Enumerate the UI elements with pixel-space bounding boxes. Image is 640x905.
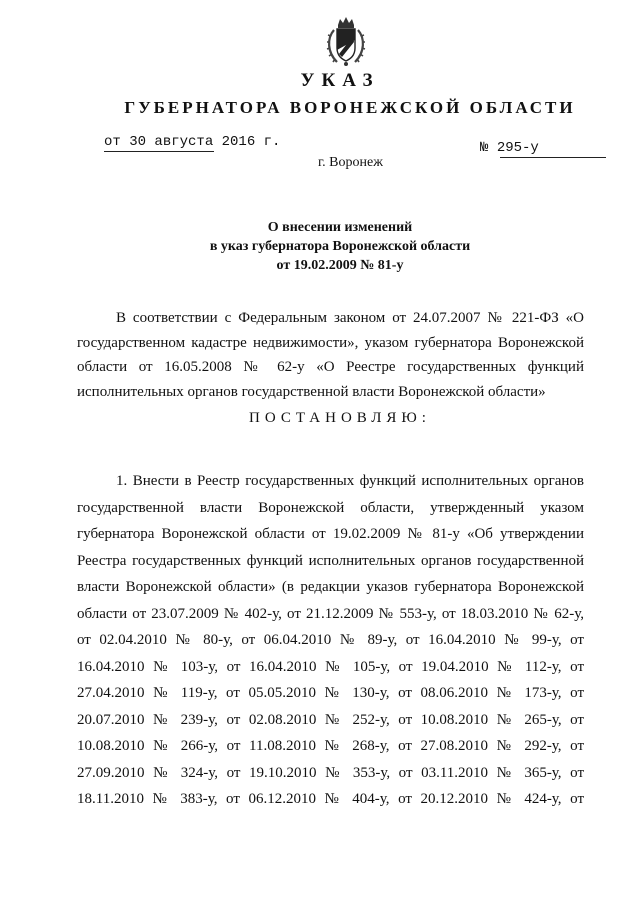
item-line: Реестра государственных функций исполнительных органов государственной [77,552,584,569]
date-prefix: от [104,134,121,150]
subject-line: от 19.02.2009 № 81-у [276,258,404,273]
preamble-line: В соответствии с Федеральным законом от 24.07.2007 № 221-ФЗ «О [116,310,584,326]
item-line: губернатора Воронежской области от 19.02.2009 № 81-у «Об утверждении [77,526,584,542]
coat-of-arms-icon [325,16,367,68]
city-name: г. Воронеж [318,155,383,170]
item-line: 27.04.2010 № 119-у, от 05.05.2010 № 130-у, от 08.06.2010 № 173-у, от [77,685,584,701]
item-line: от 02.04.2010 № 80-у, от 06.04.2010 № 89-у, от 16.04.2010 № 99-у, от [77,632,584,648]
decree-number [480,140,539,156]
item-line: 18.11.2010 № 383-у, от 06.12.2010 № 404-у, от 20.12.2010 № 424-у, от [77,791,584,807]
date-suffix: г. [263,134,281,150]
item-line: 20.07.2010 № 239-у, от 02.08.2010 № 252-у, от 10.08.2010 № 265-у, от [77,711,584,728]
date-handwritten: 30 августа 2016 [129,134,256,150]
preamble-line: государственном кадастре недвижимости», указом губернатора Воронежской [77,334,584,351]
subject-line: О внесении изменений [267,220,413,235]
preamble-paragraph [77,306,584,404]
number-underline [500,157,606,158]
decree-subject [0,218,640,275]
number-sign: № [480,140,489,156]
decree-date [104,134,280,150]
item-line: государственной власти Воронежской области, утвержденный указом [77,499,584,516]
item-line: 1. Внести в Реестр государственных функций исполнительных органов [116,473,584,489]
preamble-line: исполнительных органов государственной власти Воронежской области» [77,383,546,400]
number-value: 295-у [496,140,539,156]
subject-line: в указ губернатора Воронежской области [209,239,471,254]
preamble-line: области от 16.05.2008 № 62-у «О Реестре государственных функций [77,359,584,375]
item-1-paragraph [77,468,584,813]
item-line: области от 23.07.2009 № 402-у, от 21.12.2009 № 553-у, от 18.03.2010 № 62-у, [77,605,584,622]
issuer-title: ГУБЕРНАТОРА ВОРОНЕЖСКОЙ ОБЛАСТИ [124,98,576,117]
item-line: власти Воронежской области» (в редакции указов губернатора Воронежской [77,579,584,595]
item-line: 27.09.2010 № 324-у, от 19.10.2010 № 353-у, от 03.11.2010 № 365-у, от [77,764,584,781]
date-underline [104,151,214,152]
decree-word: ПОСТАНОВЛЯЮ: [249,410,431,426]
item-line: 16.04.2010 № 103-у, от 16.04.2010 № 105-у, от 19.04.2010 № 112-у, от [77,658,584,675]
item-line: 10.08.2010 № 266-у, от 11.08.2010 № 268-у, от 27.08.2010 № 292-у, от [77,738,584,754]
document-type-title: УКАЗ [300,70,380,91]
